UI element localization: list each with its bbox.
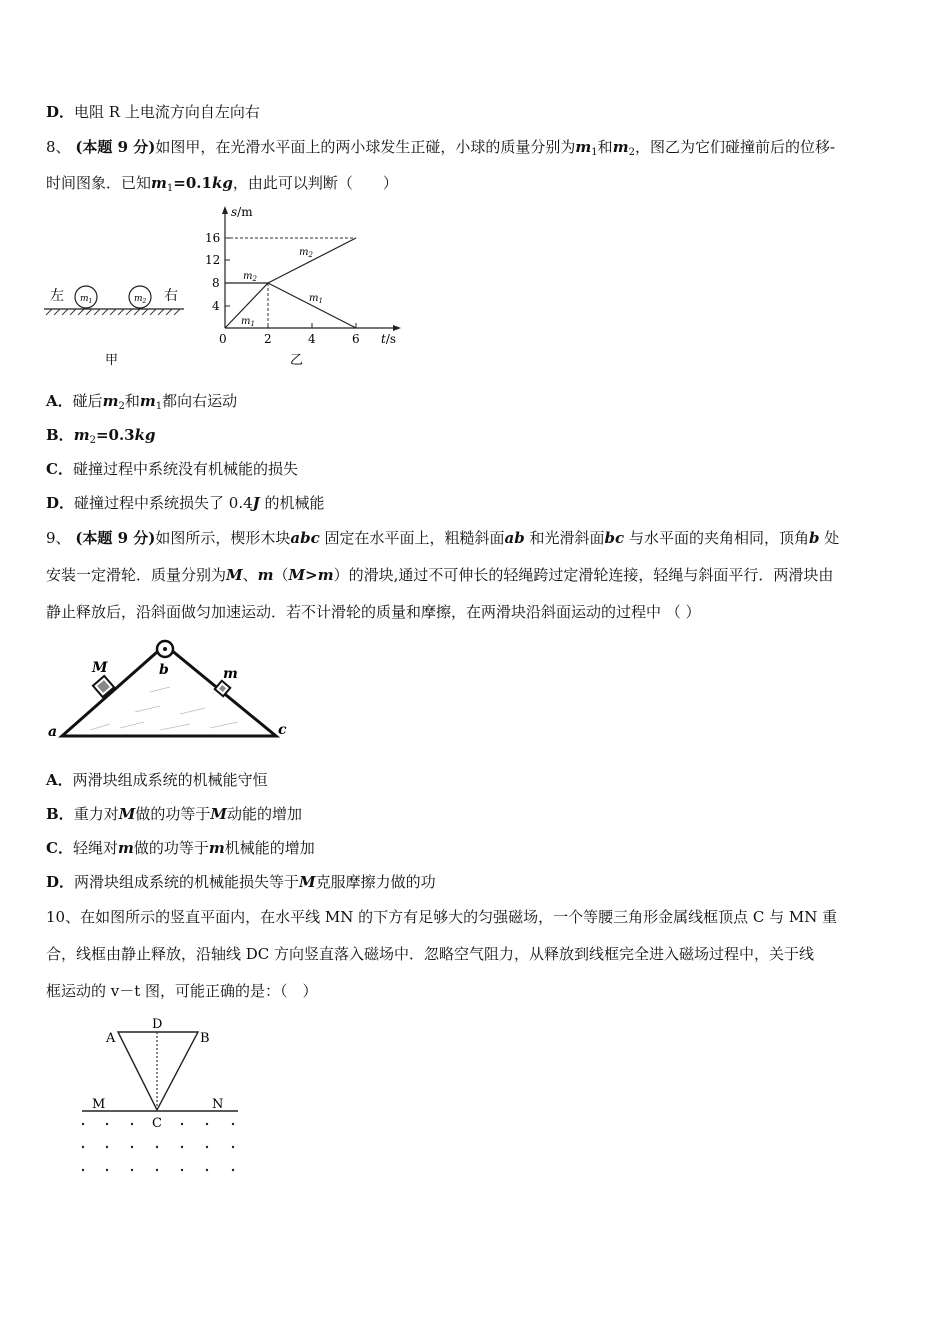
ball-m1-label: $m_1$ <box>80 294 93 305</box>
q8-stem-line1 <box>46 137 835 157</box>
y-tick-label: 16 <box>205 231 221 245</box>
option-text: 做的功等于 <box>135 805 211 823</box>
math-m: m <box>73 426 90 444</box>
math-var: abc <box>290 529 320 547</box>
question-number: 8、 <box>46 138 71 156</box>
math-var: M <box>118 805 136 823</box>
option-text: 做的功等于 <box>133 839 209 857</box>
stem-text: 10、在如图所示的竖直平面内，在水平线 MN 的下方有足够大的匀强磁场，一个等腰三角形金属线框顶点 C 与 MN 重 <box>46 908 838 926</box>
option-text: 碰撞过程中系统没有机械能的损失 <box>72 460 298 478</box>
label-m2-after: $m_2$ <box>299 247 313 259</box>
option-text: 两滑块组成系统的机械能损失等于 <box>74 873 300 891</box>
label-left: 左 <box>50 288 64 304</box>
option-text: 机械能的增加 <box>224 839 315 857</box>
math-sub: 2 <box>628 147 635 158</box>
y-tick-label: 12 <box>205 253 221 267</box>
x-tick-label: 4 <box>308 332 316 346</box>
math-unit: kg <box>211 174 233 192</box>
q10-stem-line2 <box>46 944 814 964</box>
wedge-outline <box>62 645 276 736</box>
q8-option-b <box>46 425 156 445</box>
math-var: b <box>808 529 820 547</box>
math-var: ab <box>504 529 525 547</box>
option-text: 都向右运动 <box>162 392 238 410</box>
label-m1-after: $m_1$ <box>309 293 323 305</box>
figure-wedge <box>40 632 300 747</box>
math-sub: 2 <box>89 435 96 446</box>
q9-stem-line3 <box>46 602 701 622</box>
x-tick-label: 0 <box>219 332 227 346</box>
math-sub: 1 <box>591 147 598 158</box>
pulley-axle <box>163 647 167 651</box>
stem-text: 如图所示，楔形木块 <box>155 529 291 547</box>
stem-text: 框运动的 v－t 图，可能正确的是：（ ） <box>46 982 318 1000</box>
math-value: =0.1 <box>173 174 212 192</box>
math-unit: kg <box>134 426 156 444</box>
math-var: m <box>208 839 225 857</box>
q9-stem-line1 <box>46 528 839 548</box>
option-text: 电阻 R 上电流方向自左向右 <box>74 103 260 121</box>
label-right: 右 <box>164 288 178 304</box>
math-sub: 1 <box>166 183 174 194</box>
label-A: A <box>106 1031 116 1046</box>
stem-text: ，图乙为它们碰撞前后的位移- <box>634 138 836 156</box>
option-text: 动能的增加 <box>226 805 302 823</box>
ground-hatch <box>46 309 180 315</box>
option-text: 重力对 <box>73 805 119 823</box>
x-tick-label: 2 <box>264 332 272 346</box>
stem-text: 固定在水平面上，粗糙斜面 <box>319 529 505 547</box>
option-text: 的机械能 <box>259 494 325 512</box>
q7-option-d <box>46 102 260 122</box>
math-m: m <box>139 392 156 410</box>
math-var: M <box>299 873 316 891</box>
stem-text: 和 <box>597 138 613 156</box>
figure-yi <box>205 200 405 370</box>
line-m1-after <box>268 283 356 328</box>
q9-option-d <box>46 872 436 892</box>
label-m2-before: $m_2$ <box>243 271 257 283</box>
stem-text: 时间图象．已知 <box>46 174 152 192</box>
option-letter: B． <box>46 805 74 823</box>
option-letter: C． <box>46 460 73 478</box>
stem-text: 安装一定滑轮．质量分别为 <box>46 566 227 584</box>
q10-stem-line3 <box>46 981 318 1001</box>
question-points: (本题 9 分) <box>75 529 156 547</box>
triangle-frame <box>118 1032 198 1110</box>
q8-option-c <box>46 459 298 479</box>
y-axis-arrow <box>222 206 228 214</box>
stem-text: 处 <box>819 529 840 547</box>
label-m1-before: $m_1$ <box>241 316 255 328</box>
option-text: 轻绳对 <box>72 839 118 857</box>
label-N: N <box>212 1097 224 1112</box>
option-text: 和 <box>124 392 140 410</box>
option-letter: B． <box>46 426 74 444</box>
option-letter: C． <box>46 839 73 857</box>
q10-stem-line1 <box>46 907 837 927</box>
option-text: 两滑块组成系统的机械能守恒 <box>72 771 268 789</box>
math-m: m <box>102 392 119 410</box>
figure-jia <box>40 278 190 368</box>
q9-option-c <box>46 838 315 858</box>
label-M: M <box>92 660 108 676</box>
stem-text: 、 <box>242 566 258 584</box>
x-axis-arrow <box>393 325 401 331</box>
option-text: 克服摩擦力做的功 <box>315 873 436 891</box>
math-var: M <box>226 566 243 584</box>
stem-text: 和光滑斜面 <box>524 529 605 547</box>
question-points: (本题 9 分) <box>75 138 156 156</box>
math-value: =0.3 <box>95 426 135 444</box>
stem-text: 与水平面的夹角相同，顶角 <box>624 529 809 547</box>
stem-text: ）的滑块,通过不可伸长的轻绳跨过定滑轮连接，轻绳与斜面平行．两滑块由 <box>333 566 834 584</box>
option-letter: D． <box>46 873 75 891</box>
label-M: M <box>92 1097 106 1112</box>
q9-stem-line2 <box>46 565 833 585</box>
y-tick-label: 4 <box>212 299 220 313</box>
option-text: 碰撞过程中系统损失了 0.4 <box>74 494 253 512</box>
math-var: m <box>257 566 274 584</box>
stem-text: （ <box>273 566 289 584</box>
y-axis-label: s/m <box>231 205 253 219</box>
q9-option-b <box>46 804 302 824</box>
ball-m2-label: $m_2$ <box>134 294 147 305</box>
label-B: B <box>200 1031 210 1046</box>
math-var: m <box>117 839 134 857</box>
option-letter: D． <box>46 494 75 512</box>
stem-text: ，由此可以判断（ ） <box>232 174 398 192</box>
option-letter: A． <box>46 771 73 789</box>
label-b: b <box>159 662 169 678</box>
option-letter: D． <box>46 103 75 121</box>
math-var: M>m <box>288 566 334 584</box>
label-c: c <box>278 722 287 738</box>
label-m: m <box>223 666 238 682</box>
stem-text: 如图甲，在光滑水平面上的两小球发生正碰，小球的质量分别为 <box>155 138 576 156</box>
math-var: bc <box>604 529 625 547</box>
q8-stem-line2 <box>46 173 398 193</box>
question-number: 9、 <box>46 529 71 547</box>
label-D: D <box>152 1017 163 1032</box>
math-sub: 1 <box>155 401 163 412</box>
math-sub: 2 <box>118 401 125 412</box>
math-m: m <box>151 174 167 192</box>
x-tick-label: 6 <box>352 332 360 346</box>
line-m2-after <box>268 238 356 283</box>
q8-option-a <box>46 391 237 411</box>
option-text: 碰后 <box>72 392 103 410</box>
figure-triangle-field <box>78 1010 248 1180</box>
x-axis-label: t/s <box>381 332 397 346</box>
y-tick-label: 8 <box>212 276 220 290</box>
q9-option-a <box>46 770 268 790</box>
q8-option-d <box>46 493 325 513</box>
option-letter: A． <box>46 392 73 410</box>
label-a: a <box>48 724 58 740</box>
math-m2: m <box>612 138 629 156</box>
stem-text: 静止释放后，沿斜面做匀加速运动．若不计滑轮的质量和摩擦，在两滑块沿斜面运动的过程中 （ ） <box>46 603 701 621</box>
math-var: M <box>210 805 227 823</box>
math-unit: J <box>252 494 260 512</box>
math-m1: m <box>575 138 592 156</box>
caption-jia: 甲 <box>105 353 119 368</box>
caption-yi: 乙 <box>290 353 304 368</box>
stem-text: 合，线框由静止释放，沿轴线 DC 方向竖直落入磁场中．忽略空气阻力，从释放到线框完全进入磁场过程中，关于线 <box>46 945 815 963</box>
label-C: C <box>152 1116 162 1131</box>
